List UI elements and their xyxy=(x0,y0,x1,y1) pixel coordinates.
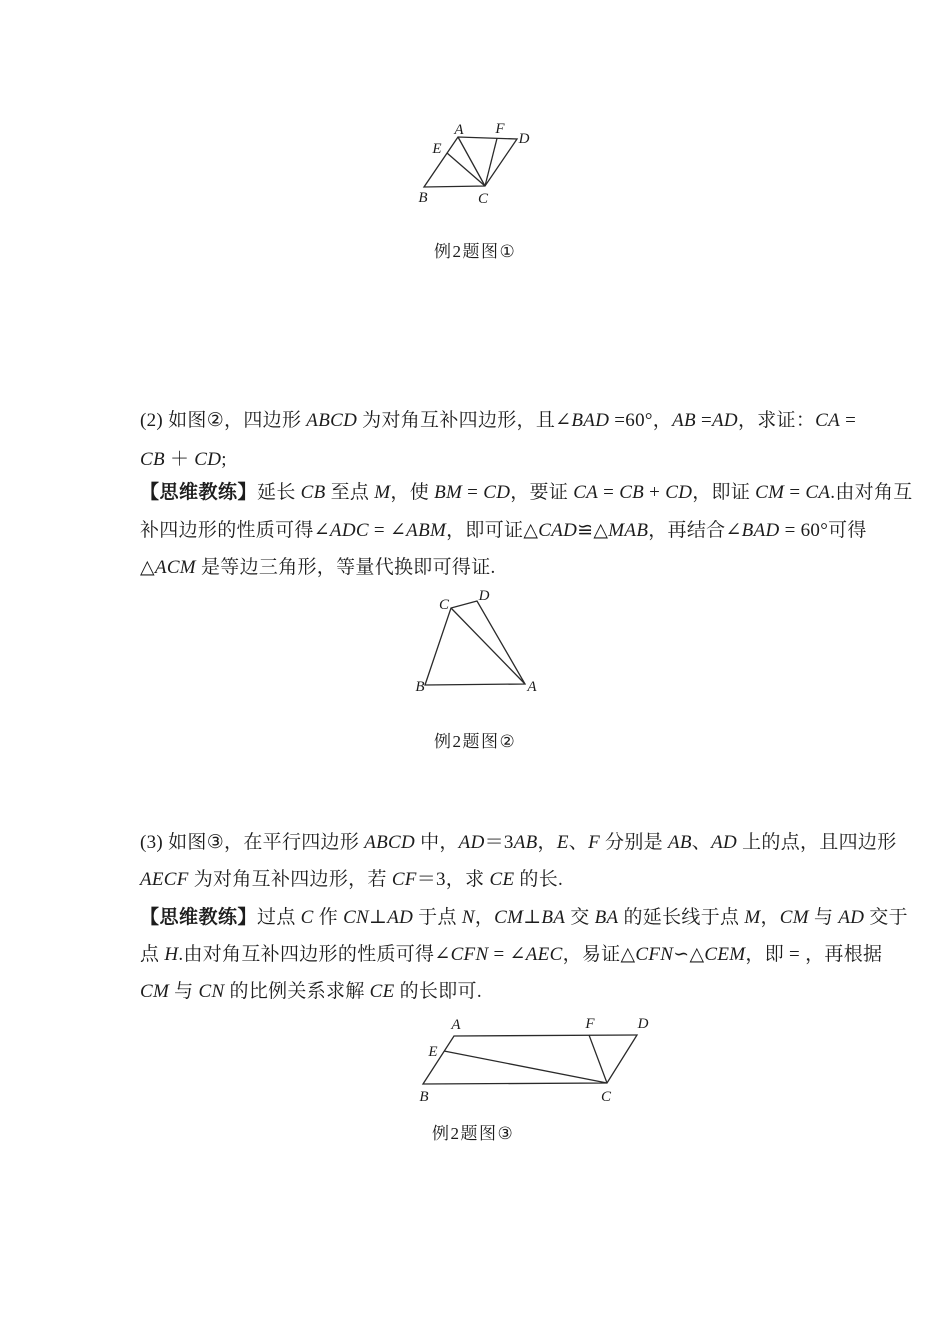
vertex-label-B: B xyxy=(418,190,428,206)
vertex-label-D: D xyxy=(478,588,490,604)
vertex-label-A: A xyxy=(527,679,537,695)
figure-1-cevian-CF xyxy=(485,138,497,186)
vertex-label-B: B xyxy=(415,679,425,695)
problem3-line-5: CM 与 CN 的比例关系求解 CE 的长即可. xyxy=(140,981,482,1002)
vertex-label-B: B xyxy=(419,1089,429,1105)
problem3-line-3: 【思维教练】过点 C 作 CN⊥AD 于点 N，CM⊥BA 交 BA 的延长线于点 M，CM 与 AD 交于 xyxy=(140,907,908,928)
vertex-label-D: D xyxy=(637,1016,649,1032)
figure-2-quadrilateral xyxy=(408,583,548,701)
vertex-label-D: D xyxy=(518,131,530,147)
figure-2-outline xyxy=(425,601,525,685)
figure-3-cevian-EC xyxy=(444,1051,607,1083)
vertex-label-A: A xyxy=(454,122,464,138)
vertex-label-C: C xyxy=(477,191,489,207)
problem2-line-1: (2) 如图②，四边形 ABCD 为对角互补四边形，且∠BAD =60°，AB =AD，求证：CA = xyxy=(140,410,857,431)
problem2-line-2: CB ＋ CD; xyxy=(140,449,227,470)
vertex-label-C: C xyxy=(438,597,450,613)
problem2-line-3: 【思维教练】延长 CB 至点 M，使 BM = CD，要证 CA = CB + CD，即证 CM = CA.由对角互 xyxy=(140,482,913,503)
figure-1-parallelogram xyxy=(403,108,547,214)
vertex-label-F: F xyxy=(495,121,505,137)
figure-3-cevian-FC xyxy=(589,1035,607,1083)
figure-3-caption: 例2题图③ xyxy=(432,1124,515,1143)
figure-1-cevian-CE xyxy=(447,153,485,186)
problem2-line-5: △ACM 是等边三角形，等量代换即可得证. xyxy=(140,557,496,578)
vertex-label-A: A xyxy=(451,1017,461,1033)
figure-1-cevian-CA xyxy=(458,137,485,186)
problem2-line-4: 补四边形的性质可得∠ADC = ∠ABM，即可证△CAD≌△MAB，再结合∠BAD = 60°可得 xyxy=(140,520,867,541)
problem3-line-4: 点 H.由对角互补四边形的性质可得∠CFN = ∠AEC，易证△CFN∽△CEM，即 = ，再根据 xyxy=(140,944,883,965)
problem3-line-1: (3) 如图③，在平行四边形 ABCD 中，AD＝3AB，E、F 分别是 AB、AD 上的点，且四边形 xyxy=(140,832,897,853)
vertex-label-E: E xyxy=(428,1044,438,1060)
vertex-label-F: F xyxy=(585,1016,595,1032)
figure-2-caption: 例2题图② xyxy=(434,732,517,751)
figure-1-caption: 例2题图① xyxy=(434,242,517,261)
vertex-label-C: C xyxy=(600,1089,612,1105)
vertex-label-E: E xyxy=(432,141,442,157)
problem3-line-2: AECF 为对角互补四边形，若 CF＝3，求 CE 的长. xyxy=(140,869,564,890)
figure-3-parallelogram xyxy=(406,1010,658,1110)
